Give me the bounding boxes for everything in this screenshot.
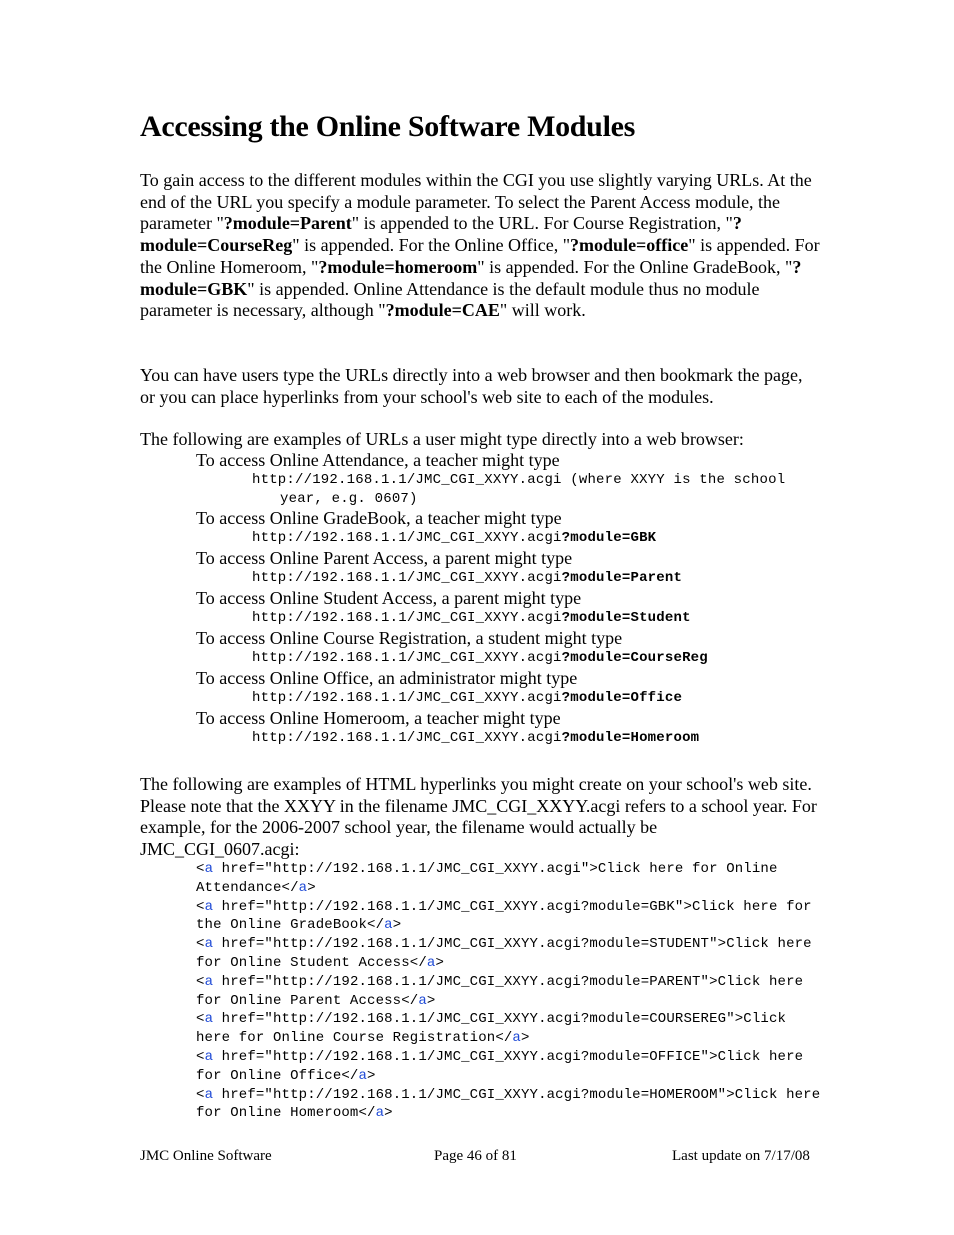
intro-text: To gain access to the different modules within the CGI you use slightly varying URLs. At the end of the URL you specify a module parameter. To select the Parent Access module, the parameter "	[140, 170, 812, 234]
tag-bracket: </	[341, 1067, 359, 1084]
footer-page-number: Page 46 of 81	[434, 1148, 517, 1164]
module-parameter: ?module=GBK	[140, 256, 802, 299]
tag-bracket: <	[196, 936, 205, 953]
url-example	[196, 568, 816, 588]
url-example-label: To access Online Parent Access, a parent might type	[196, 548, 573, 568]
bookmark-paragraph: You can have users type the URLs directly into a web browser and then bookmark the page, or you can place hyperlinks from your school's web site to each of the modules.	[140, 365, 803, 407]
url-example	[196, 608, 816, 628]
tag-bracket: <	[196, 1011, 205, 1028]
url-module-param: ?module=CourseReg	[561, 650, 708, 666]
url-base: http://192.168.1.1/JMC_CGI_XXYY.acgi	[252, 610, 562, 626]
url-example-label: To access Online GradeBook, a teacher might type	[196, 508, 562, 528]
url-module-param: ?module=Student	[561, 610, 691, 626]
html-link-example	[196, 1048, 821, 1086]
tag-attrs: href="http://192.168.1.1/JMC_CGI_XXYY.acgi?module=COURSEREG">Click here for Online Course Registration	[196, 1011, 787, 1047]
url-module-param: ?module=Parent	[561, 570, 683, 586]
tag-name: a	[204, 1011, 214, 1028]
html-link-example	[196, 1010, 821, 1048]
html-links-list	[196, 860, 821, 1123]
url-base: http://192.168.1.1/JMC_CGI_XXYY.acgi	[252, 730, 562, 746]
url-example	[196, 688, 816, 708]
tag-bracket: </	[495, 1030, 513, 1047]
url-example-label: To access Online Course Registration, a student might type	[196, 628, 623, 648]
tag-bracket: <	[196, 1048, 205, 1065]
tag-bracket: <	[196, 898, 205, 915]
tag-name: a	[204, 1048, 214, 1065]
tag-attrs: href="http://192.168.1.1/JMC_CGI_XXYY.acgi?module=STUDENT">Click here for Online Student Access	[196, 936, 812, 971]
url-example-label: To access Online Office, an administrator might type	[196, 668, 578, 688]
url-examples-intro: The following are examples of URLs a user might type directly into a web browser:	[140, 429, 744, 449]
tag-bracket: >	[307, 879, 316, 896]
tag-attrs: href="http://192.168.1.1/JMC_CGI_XXYY.acgi?module=OFFICE">Click here for Online Office	[196, 1048, 804, 1084]
url-note-continued: year, e.g. 0607)	[280, 491, 418, 507]
tag-name: a	[384, 917, 393, 934]
tag-name: a	[204, 1086, 214, 1103]
hyperlinks-paragraph: The following are examples of HTML hyperlinks you might create on your school's web site. Please note that the XXYY in the filename JMC_CGI_XXYY.acgi refers to a school year. For example, for the 2006-2007 school year, the filename would actually be JMC_CGI_0607.acgi:	[140, 774, 817, 860]
intro-text: " is appended. Online Attendance is the default module thus no module parameter is necessary, although "	[140, 278, 760, 321]
footer-last-update: Last update on 7/17/08	[672, 1148, 810, 1164]
tag-name: a	[426, 954, 436, 971]
tag-name: a	[418, 992, 427, 1009]
intro-paragraph	[140, 170, 820, 322]
tag-name: a	[298, 879, 308, 896]
intro-text: " is appended. For the Online Homeroom, "	[140, 235, 820, 277]
module-parameter: ?module=homeroom	[318, 256, 478, 277]
tag-bracket: <	[196, 861, 205, 877]
tag-name: a	[512, 1030, 521, 1047]
intro-text: " is appended. For the Online GradeBook, "	[477, 256, 793, 277]
url-example-label: To access Online Student Access, a parent might type	[196, 588, 582, 608]
module-parameter: ?module=CourseReg	[140, 213, 742, 256]
url-example	[196, 528, 816, 548]
module-parameter: ?module=CAE	[385, 300, 500, 321]
module-parameter: ?module=office	[570, 235, 689, 256]
url-example	[196, 648, 816, 668]
tag-bracket: >	[367, 1067, 376, 1084]
tag-attrs: href="http://192.168.1.1/JMC_CGI_XXYY.acgi?module=GBK">Click here for the Online GradeBook	[196, 898, 812, 934]
intro-text: " will work.	[499, 300, 586, 321]
url-example	[196, 728, 816, 748]
url-module-param: ?module=Homeroom	[561, 730, 700, 746]
module-parameter: ?module=Parent	[223, 213, 352, 234]
tag-bracket: >	[392, 917, 402, 934]
url-example-label: To access Online Attendance, a teacher might type	[196, 450, 560, 470]
tag-bracket: <	[196, 973, 205, 990]
url-base: http://192.168.1.1/JMC_CGI_XXYY.acgi	[252, 530, 562, 546]
tag-bracket: </	[367, 917, 385, 934]
tag-bracket: </	[409, 954, 427, 971]
html-link-example	[196, 1086, 821, 1124]
tag-attrs: href="http://192.168.1.1/JMC_CGI_XXYY.acgi?module=PARENT">Click here for Online Parent Access	[196, 973, 804, 1009]
html-link-example	[196, 935, 821, 973]
url-base: http://192.168.1.1/JMC_CGI_XXYY.acgi	[252, 570, 562, 586]
url-base: http://192.168.1.1/JMC_CGI_XXYY.acgi	[252, 690, 562, 706]
intro-text: " is appended. For the Online Office, "	[292, 235, 571, 256]
intro-text: " is appended to the URL. For Course Registration, "	[351, 213, 733, 234]
tag-name: a	[375, 1105, 385, 1122]
tag-bracket: >	[435, 954, 445, 971]
url-base: http://192.168.1.1/JMC_CGI_XXYY.acgi	[252, 650, 562, 666]
html-link-example	[196, 860, 821, 898]
url-note: (where XXYY is the school	[561, 472, 786, 488]
url-example-label: To access Online Homeroom, a teacher might type	[196, 708, 561, 728]
tag-name: a	[204, 973, 214, 990]
html-link-example	[196, 973, 821, 1011]
tag-bracket: >	[520, 1030, 530, 1047]
url-example	[196, 470, 816, 508]
tag-name: a	[204, 936, 214, 953]
url-base: http://192.168.1.1/JMC_CGI_XXYY.acgi	[252, 472, 562, 488]
tag-name: a	[358, 1067, 368, 1084]
page-title: Accessing the Online Software Modules	[140, 110, 635, 143]
tag-attrs: href="http://192.168.1.1/JMC_CGI_XXYY.acgi">Click here for Online Attendance	[196, 861, 778, 896]
tag-bracket: </	[281, 879, 299, 896]
tag-name: a	[204, 861, 214, 877]
tag-bracket: >	[384, 1105, 393, 1122]
url-module-param: ?module=GBK	[561, 530, 657, 546]
footer-left: JMC Online Software	[140, 1148, 272, 1164]
tag-bracket: >	[426, 992, 436, 1009]
html-link-example	[196, 898, 821, 936]
url-examples-list	[196, 450, 816, 748]
tag-bracket: <	[196, 1086, 205, 1103]
tag-bracket: </	[401, 992, 419, 1009]
tag-bracket: </	[358, 1105, 376, 1122]
tag-attrs: href="http://192.168.1.1/JMC_CGI_XXYY.acgi?module=HOMEROOM">Click here for Online Homeroom	[196, 1086, 821, 1122]
url-module-param: ?module=Office	[561, 690, 683, 706]
tag-name: a	[204, 898, 214, 915]
